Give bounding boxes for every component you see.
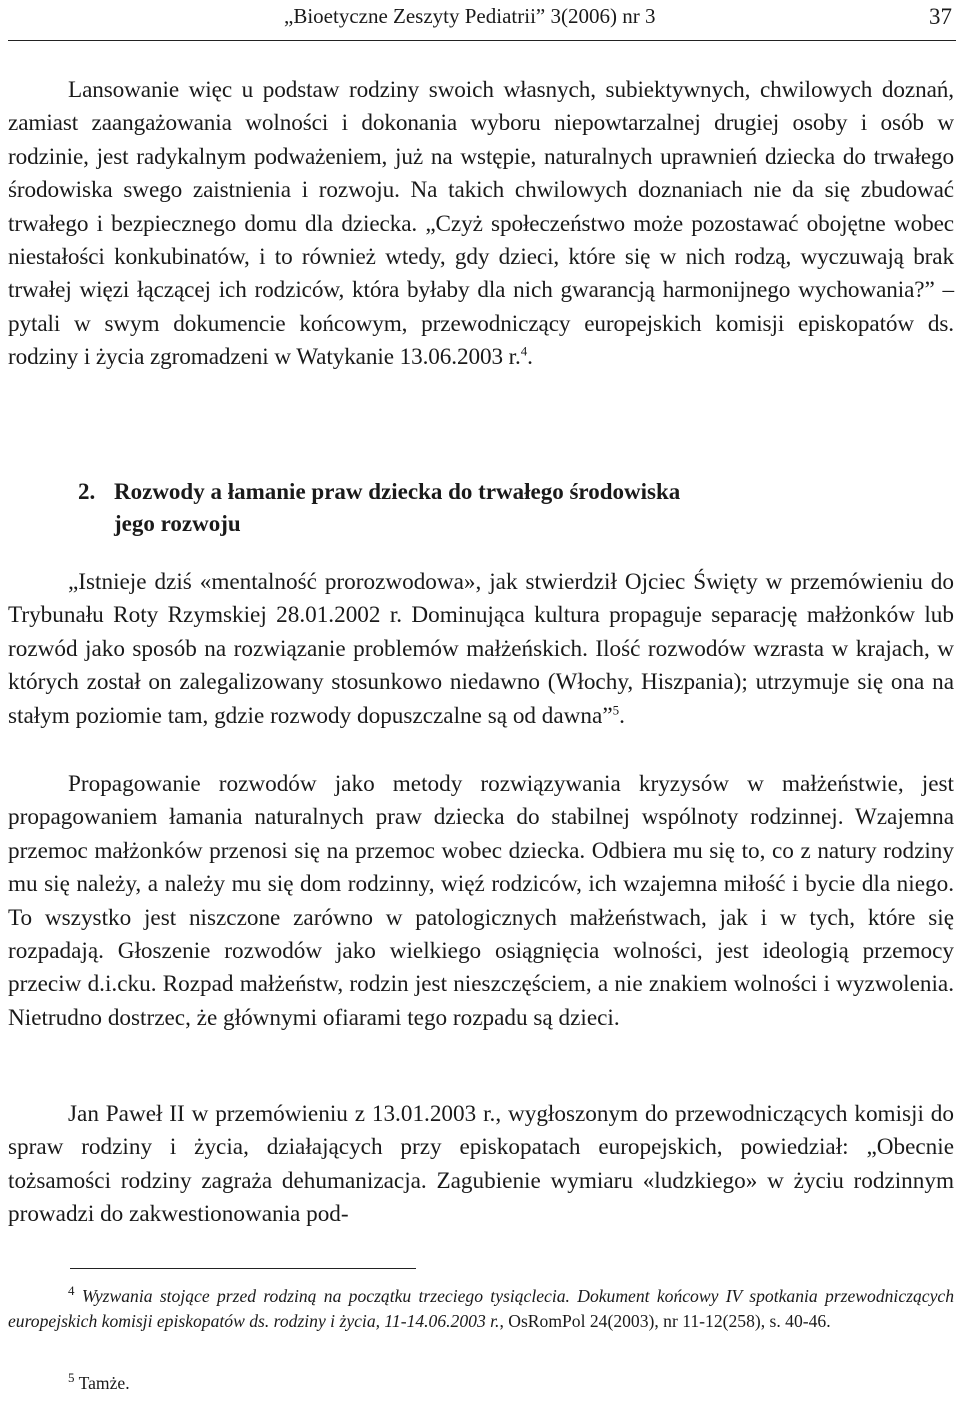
footnote-5-text: Tamże. — [78, 1373, 130, 1393]
paragraph-1-tail: . — [527, 344, 533, 371]
section-title-line-2: jego rozwoju — [114, 511, 241, 536]
footnote-ref-5: 5 — [612, 701, 620, 717]
footnote-rule — [70, 1268, 416, 1269]
paragraph-2-tail: . — [619, 702, 625, 729]
journal-title: „Bioetyczne Zeszyty Pediatrii” 3(2006) nr 3 — [284, 4, 656, 28]
footnote-4-mark: 4 — [68, 1283, 75, 1299]
paragraph-1 — [8, 74, 954, 375]
paragraph-4 — [8, 1098, 954, 1232]
section-number: 2. — [78, 479, 96, 504]
section-heading — [78, 476, 878, 540]
footnote-4-source: , OsRomPol 24(2003), nr 11-12(258), s. 40-46. — [499, 1311, 831, 1331]
paragraph-2 — [8, 566, 954, 733]
section-title-line-1: Rozwody a łamanie praw dziecka do trwałego środowiska — [114, 479, 681, 504]
page-number: 37 — [929, 4, 952, 29]
running-header — [0, 0, 960, 44]
paragraph-2-text: „Istnieje dziś «mentalność prorozwodowa», jak stwierdził Ojciec Święty w przemówieniu do Trybunału Roty Rzymskiej 28.01.2002 r. Dominująca kultura propaguje separację małżonków lub rozwód jako sposób na rozwiązanie problemów małżeńskich. Ilość rozwodów wzrasta w krajach, w których został on zalegalizowany stosunkowo niedawno (Włochy, Hiszpania); utrzymuje się ona na stałym poziomie tam, gdzie rozwody dopuszczalne są od dawna” — [8, 569, 954, 729]
paragraph-3 — [8, 768, 954, 1035]
footnote-ref-4: 4 — [520, 343, 528, 359]
header-rule — [8, 40, 956, 41]
paragraph-4-text: Jan Paweł II w przemówieniu z 13.01.2003 r., wygłoszonym do przewodniczących komisji do spraw rodziny i życia, działających przy episkopatach europejskich, powiedział: „Obecnie tożsamości rodziny zagraża dehumanizacja. Zagubienie wymiaru «ludzkiego» w życiu rodzinnym prowadzi do zakwestionowania pod- — [8, 1101, 954, 1228]
paragraph-1-text: Lansowanie więc u podstaw rodziny swoich własnych, subiektywnych, chwilowych doznań, zamiast zaangażowania wolności i dokonania wyboru niepowtarzalnej drugiej osoby i osób w rodzinie, jest radykalnym podważeniem, już na wstępie, naturalnych uprawnień dziecka do trwałego środowiska swego zaistnienia i rozwoju. Na takich chwilowych doznaniach nie da się zbudować trwałego i bezpiecznego domu dla dziecka. „Czyż społeczeństwo może pozostawać obojętne wobec niestałości konkubinatów, i to również wtedy, gdy dzieci, które się w nich rodzą, wyczuwają brak trwałej więzi łączącej ich rodziców, która byłaby dla nich gwarancją harmonijnego wychowania?” – pytali w swym dokumencie końcowym, przewodniczący europejskich komisji episkopatów ds. rodziny i życia zgromadzeni w Watykanie 13.06.2003 r. — [8, 77, 954, 371]
footnote-4 — [8, 1284, 954, 1334]
footnote-4-title: Wyzwania stojące przed rodziną na początku trzeciego tysiąclecia. Dokument końcowy IV spotkania przewodniczących europejskich komisji episkopatów ds. rodziny i życia, 11-14.06.2003 r. — [8, 1286, 955, 1331]
paragraph-3-text: Propagowanie rozwodów jako metody rozwiązywania kryzysów w małżeństwie, jest propagowaniem łamania naturalnych praw dziecka do stabilnej wspólnoty rodzinnej. Wzajemna przemoc małżonków przenosi się na przemoc wobec dziecka. Odbiera mu się to, co z natury rodziny mu się należy, a należy mu się dom rodzinny, więź rodziców, ich wzajemna miłość i bycie dla niego. To wszystko jest niszczone zarówno w patologicznych małżeństwach, jak i w tych, które się rozpadają. Głoszenie rozwodów jako wielkiego osiągnięcia wolności, jest ideologią przemocy przeciw d.i.cku. Rozpad małżeństw, rodzin jest nieszczęściem, a nie znakiem wolności i wyzwolenia. Nietrudno dostrzec, że głównymi ofiarami tego rozpadu są dzieci. — [8, 771, 954, 1031]
footnote-5 — [8, 1371, 954, 1396]
footnote-5-mark: 5 — [68, 1370, 75, 1386]
